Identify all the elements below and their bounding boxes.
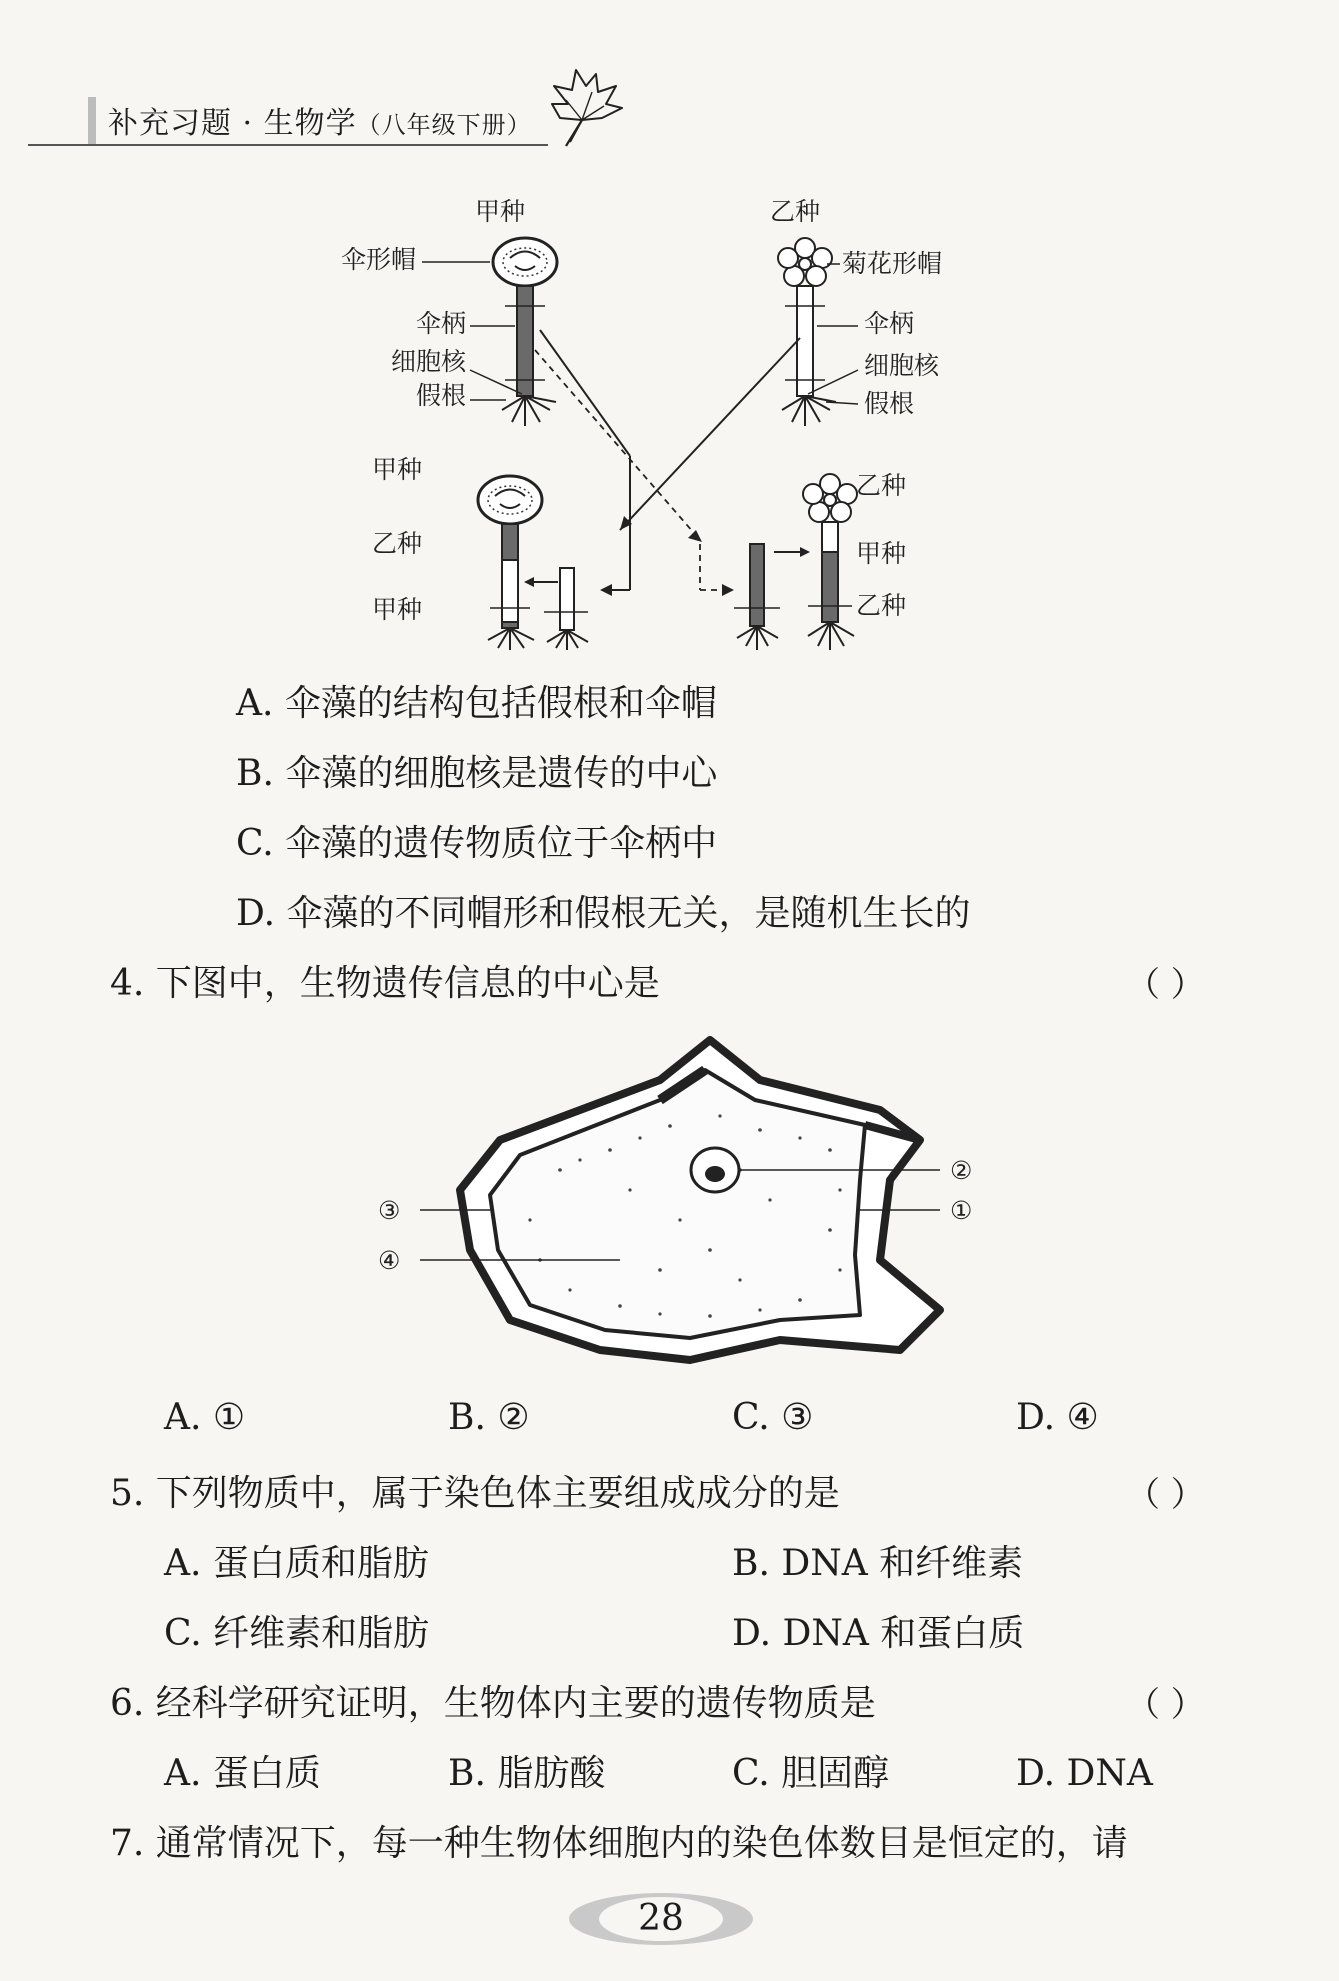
label-chrysanthemum-cap: 菊花形帽 — [842, 249, 943, 278]
q4-option-c: C. ③ — [732, 1397, 814, 1438]
header-book-title: 补充习题 · 生物学 — [108, 106, 357, 141]
label-rhizoid-left: 假根 — [415, 381, 466, 410]
q3-option-b: B. 伞藻的细胞核是遗传的中心 — [236, 753, 718, 794]
q6-option-d: D. DNA — [1016, 1753, 1153, 1794]
cell-membrane — [490, 1070, 865, 1338]
q6-stem: 6. 经科学研究证明，生物体内主要的遗传物质是 — [110, 1683, 876, 1724]
label-bottom-left-jia-cap: 甲种 — [372, 455, 423, 484]
q5-answer-blank[interactable]: （ ） — [1126, 1475, 1205, 1515]
header-grade: （八年级下册） — [356, 111, 532, 139]
q3-option-c: C. 伞藻的遗传物质位于伞柄中 — [236, 823, 718, 864]
q6-answer-blank[interactable]: （ ） — [1126, 1685, 1205, 1725]
label-nucleus-right: 细胞核 — [864, 351, 940, 380]
q3-option-d: D. 伞藻的不同帽形和假根无关，是随机生长的 — [236, 893, 971, 934]
q3-option-a: A. 伞藻的结构包括假根和伞帽 — [236, 683, 717, 724]
label-circled-1: ① — [950, 1196, 973, 1225]
acetabularia-graft-diagram — [330, 190, 1010, 650]
yi-parent-plant — [778, 238, 836, 426]
q5-option-a: A. 蛋白质和脂肪 — [164, 1543, 429, 1584]
label-top-jia: 甲种 — [474, 197, 526, 226]
q6-option-b: B. 脂肪酸 — [448, 1753, 606, 1794]
page-number: 28 — [638, 1898, 684, 1939]
label-rhizoid-right: 假根 — [864, 389, 915, 418]
q4-option-a: A. ① — [164, 1397, 246, 1438]
label-bottom-right-yi-rhizoid: 乙种 — [856, 591, 907, 620]
q5-option-b: B. DNA 和纤维素 — [732, 1543, 1024, 1584]
q5-option-d: D. DNA 和蛋白质 — [732, 1613, 1025, 1654]
jia-parent-plant — [493, 238, 557, 426]
q4-stem: 4. 下图中，生物遗传信息的中心是 — [110, 963, 660, 1004]
label-umbrella-cap: 伞形帽 — [340, 245, 416, 274]
q4-answer-blank[interactable]: （ ） — [1126, 965, 1205, 1005]
q6-option-a: A. 蛋白质 — [164, 1753, 321, 1794]
graft-result-right — [734, 474, 857, 650]
label-bottom-right-jia-stalk: 甲种 — [856, 539, 907, 568]
graft-result-left — [478, 476, 588, 650]
q6-option-c: C. 胆固醇 — [732, 1753, 890, 1794]
label-circled-3: ③ — [378, 1196, 401, 1225]
plant-cell-diagram — [360, 1020, 1040, 1380]
arrow-jia-stalk-transfer — [535, 350, 700, 540]
label-nucleus-left: 细胞核 — [390, 347, 466, 376]
q5-stem: 5. 下列物质中，属于染色体主要组成成分的是 — [110, 1473, 840, 1514]
label-stalk-right: 伞柄 — [864, 309, 915, 338]
header-rule — [28, 144, 548, 146]
page-number-badge — [566, 1890, 756, 1948]
q7-stem: 7. 通常情况下，每一种生物体细胞内的染色体数目是恒定的，请 — [110, 1823, 1128, 1864]
label-bottom-left-yi-stalk: 乙种 — [372, 529, 423, 558]
label-top-yi: 乙种 — [769, 197, 821, 226]
header-accent-bar — [88, 97, 96, 145]
label-circled-4: ④ — [378, 1246, 401, 1275]
arrow-yi-stalk-transfer — [620, 338, 800, 530]
q4-option-b: B. ② — [448, 1397, 530, 1438]
q4-option-d: D. ④ — [1016, 1397, 1099, 1438]
label-stalk-left: 伞柄 — [415, 309, 466, 338]
maple-leaf-icon — [530, 60, 630, 150]
header-title — [108, 98, 532, 142]
label-circled-2: ② — [950, 1156, 973, 1185]
label-bottom-right-yi-cap: 乙种 — [856, 471, 907, 500]
q5-option-c: C. 纤维素和脂肪 — [164, 1613, 430, 1654]
label-bottom-left-jia-rhizoid: 甲种 — [372, 595, 423, 624]
